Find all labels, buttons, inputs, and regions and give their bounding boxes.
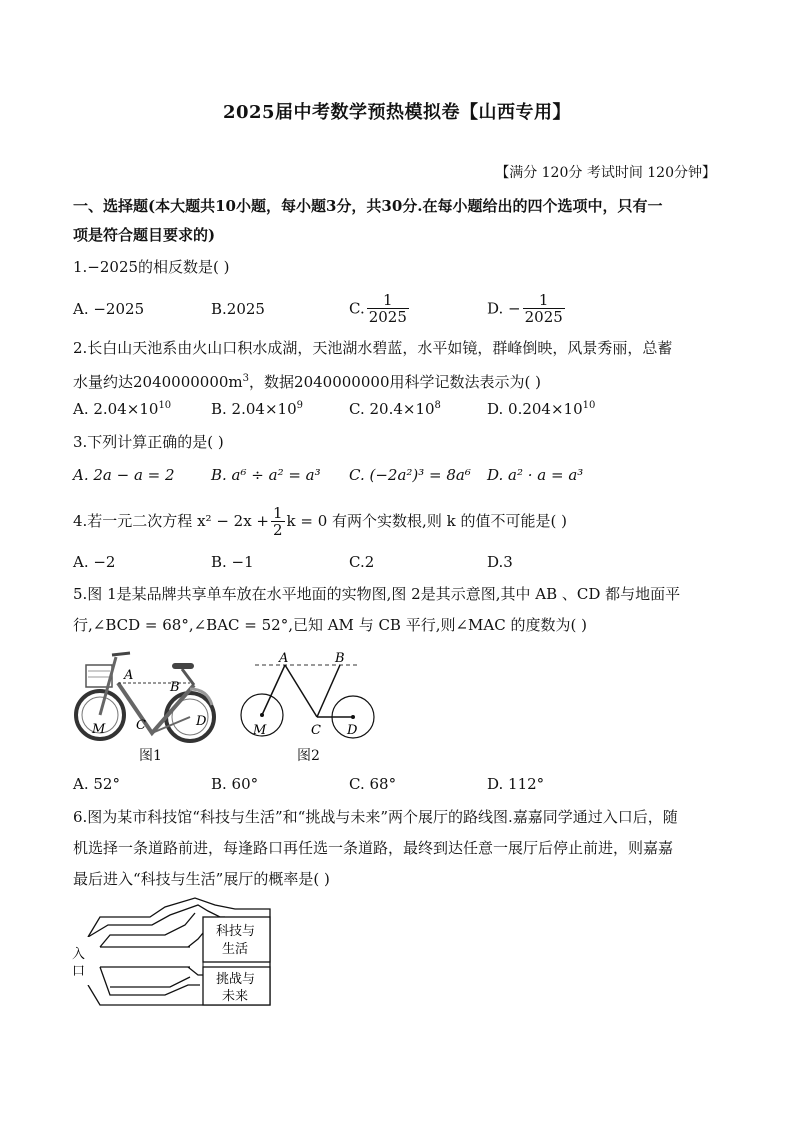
q3-option-d: D. a² · a = a³ bbox=[487, 466, 584, 484]
q3-option-c: C. (−2a²)³ = 8a⁶ bbox=[349, 466, 471, 484]
fig1-label-m: M bbox=[92, 722, 106, 737]
fig2-label-b: B bbox=[335, 651, 345, 666]
q4-option-d: D.3 bbox=[487, 553, 513, 571]
q5-stem-line1: 5.图 1是某品牌共享单车放在水平地面的实物图,图 2是其示意图,其中 AB 、CD 都与地面平 bbox=[73, 585, 681, 603]
bicycle-handlebar bbox=[112, 653, 130, 655]
route-diagram bbox=[70, 895, 280, 1010]
q5-stem-line2: 行,∠BCD = 68°,∠BAC = 52°,已知 AM 与 CB 平行,则∠MAC 的度数为( ) bbox=[73, 616, 587, 634]
q2-stem-line2: 水量约达$2040000000m^3$，数据2040000000用科学记数法表示为( ) bbox=[73, 373, 541, 391]
q1-d-fraction: $\frac{1}{2025}$ bbox=[524, 291, 563, 326]
q2-option-b: B. $2.04\times 10^9$ bbox=[211, 400, 303, 418]
q4-option-a: A. −2 bbox=[73, 553, 116, 571]
q1-options bbox=[73, 291, 723, 326]
q1-option-c: C. $\frac{1}{2025}$ bbox=[349, 291, 407, 326]
q4-option-c: C.2 bbox=[349, 553, 375, 571]
fig1-label-d: D bbox=[196, 714, 207, 729]
hall2-label-line1: 挑战与 bbox=[216, 972, 256, 987]
q3-option-a: A. 2a − a = 2 bbox=[73, 466, 175, 484]
fig2-label-c: C bbox=[311, 723, 321, 738]
hall2-label-line2: 未来 bbox=[222, 989, 249, 1004]
fig1-label-b: B bbox=[170, 680, 180, 695]
q4-fraction: $\frac{1}{2}$ bbox=[273, 504, 283, 539]
q2-options bbox=[73, 400, 723, 430]
q1-option-d: D. − $\frac{1}{2025}$ bbox=[487, 291, 563, 326]
q2-stem-line1: 2.长白山天池系由火山口积水成湖，天池湖水碧蓝，水平如镜，群峰倒映，风景秀丽，总蓄 bbox=[73, 339, 673, 357]
hall1-label-line2: 生活 bbox=[222, 942, 249, 957]
q3-stem: 3.下列计算正确的是( ) bbox=[73, 433, 224, 451]
entrance-label-2: 口 bbox=[72, 964, 86, 979]
q4-stem: 4.若一元二次方程 x² − 2x + $\frac{1}{2}$ k = 0 有两个实数根,则 k 的值不可能是( ) bbox=[73, 504, 567, 539]
fig2-line-ac bbox=[285, 665, 317, 717]
q6-stem-line1: 6.图为某市科技馆“科技与生活”和“挑战与未来”两个展厅的路线图.嘉嘉同学通过入口后，随 bbox=[73, 808, 678, 826]
fig2-line-cb bbox=[317, 665, 340, 717]
q1-option-a: A. −2025 bbox=[73, 300, 145, 318]
page-title: 2025届中考数学预热模拟卷【山西专用】 bbox=[222, 102, 572, 123]
fig2-label-a: A bbox=[279, 651, 289, 666]
bicycle-frame bbox=[118, 683, 194, 733]
fig2-label-m: M bbox=[253, 723, 267, 738]
entrance-label-1: 入 bbox=[72, 947, 86, 962]
q4-option-b: B. −1 bbox=[211, 553, 254, 571]
q5-option-d: D. 112° bbox=[487, 775, 545, 793]
q5-option-a: A. 52° bbox=[73, 775, 120, 793]
fig2-label-d: D bbox=[347, 723, 358, 738]
bicycle-schematic-figure bbox=[235, 650, 380, 742]
q1-c-fraction: $\frac{1}{2025}$ bbox=[368, 291, 407, 326]
fig1-caption: 图1 bbox=[139, 748, 162, 764]
q1-stem: 1.−2025的相反数是( ) bbox=[73, 258, 230, 276]
q4-options bbox=[73, 553, 723, 583]
section-heading-line2: 项是符合题目要求的) bbox=[73, 226, 216, 244]
hall1-label-line1: 科技与 bbox=[216, 924, 256, 939]
fig2-caption: 图2 bbox=[297, 748, 320, 764]
bicycle-seat bbox=[172, 663, 194, 669]
q1-option-b: B.2025 bbox=[211, 300, 265, 318]
q5-option-c: C. 68° bbox=[349, 775, 397, 793]
section-heading-line1: 一、选择题(本大题共10小题，每小题3分，共30分.在每小题给出的四个选项中，只有一 bbox=[73, 197, 663, 215]
q5-option-b: B. 60° bbox=[211, 775, 259, 793]
q6-stem-line3: 最后进入“科技与生活”展厅的概率是( ) bbox=[73, 870, 330, 888]
q2-option-a: A. $2.04\times 10^{10}$ bbox=[73, 400, 172, 418]
q2-option-d: D. $0.204\times 10^{10}$ bbox=[487, 400, 596, 418]
exam-meta: 【满分 120分 考试时间 120分钟】 bbox=[495, 165, 716, 181]
bicycle-photo-figure bbox=[72, 645, 222, 745]
q3-options bbox=[73, 466, 723, 496]
q5-options bbox=[73, 775, 723, 805]
q2-option-c: C. $20.4\times 10^8$ bbox=[349, 400, 441, 418]
q6-stem-line2: 机选择一条道路前进，每逢路口再任选一条道路，最终到达任意一展厅后停止前进，则嘉嘉 bbox=[73, 839, 674, 857]
fig1-label-c: C bbox=[136, 718, 146, 733]
route-lower-path bbox=[100, 967, 200, 995]
q3-option-b: B. a⁶ ÷ a² = a³ bbox=[211, 466, 321, 484]
fig1-label-a: A bbox=[124, 668, 134, 683]
